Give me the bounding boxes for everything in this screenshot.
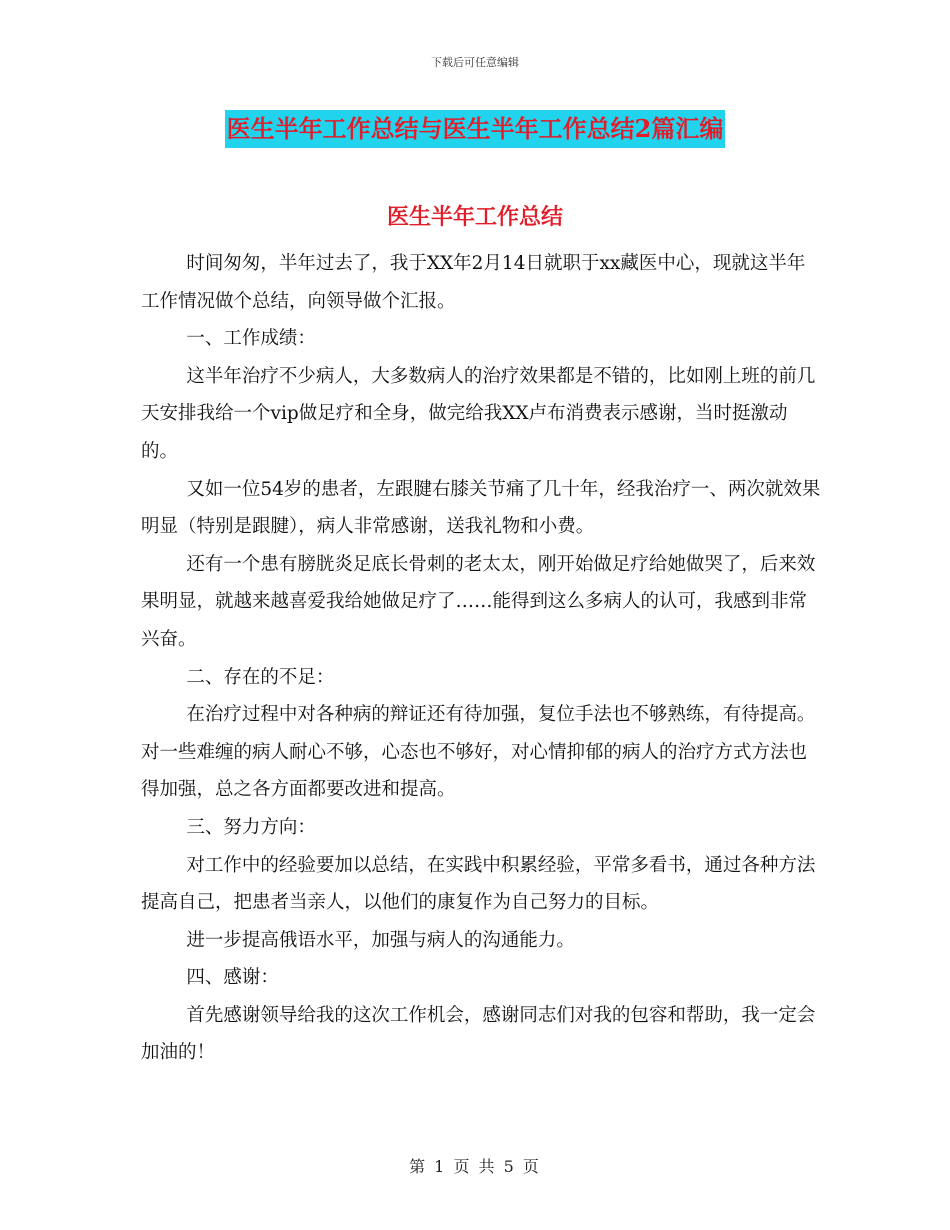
page-number-footer: 第 1 页 共 5 页 [409,1157,541,1176]
paragraph: 还有一个患有膀胱炎足底长骨刺的老太太，刚开始做足疗给她做哭了，后来效果明显，就越来越喜爱我给她做足疗了……能得到这么多病人的认可，我感到非常兴奋。 [141,553,816,650]
section-heading: 一、工作成绩： [186,328,316,350]
paragraph: 时间匆匆，半年过去了，我于XX年2月14日就职于xx藏医中心，现就这半年工作情况做个总结，向领导做个汇报。 [141,253,806,312]
body-content [141,245,821,1072]
main-title-container [0,110,950,148]
paragraph: 这半年治疗不少病人，大多数病人的治疗效果都是不错的，比如刚上班的前几天安排我给一个vip做足疗和全身，做完给我XX卢布消费表示感谢，当时挺激动的。 [141,365,816,462]
paragraph: 首先感谢领导给我的这次工作机会，感谢同志们对我的包容和帮助，我一定会加油的！ [141,1004,816,1064]
paragraph: 进一步提高俄语水平，加强与病人的沟通能力。 [186,929,575,951]
main-title: 医生半年工作总结与医生半年工作总结2篇汇编 [225,110,726,148]
header-note: 下载后可任意编辑 [431,56,519,69]
section-heading: 三、努力方向： [186,816,316,838]
section-heading: 四、感谢： [186,967,279,989]
paragraph: 又如一位54岁的患者，左跟腱右膝关节痛了几十年，经我治疗一、两次就效果明显（特别是跟腱），病人非常感谢，送我礼物和小费。 [141,478,821,538]
section-heading: 二、存在的不足： [186,666,335,688]
paragraph: 对工作中的经验要加以总结，在实践中积累经验，平常多看书，通过各种方法提高自己，把患者当亲人，以他们的康复作为自己努力的目标。 [141,854,816,914]
paragraph: 在治疗过程中对各种病的辩证还有待加强，复位手法也不够熟练，有待提高。对一些难缠的病人耐心不够，心态也不够好，对心情抑郁的病人的治疗方式方法也得加强，总之各方面都要改进和提高。 [141,704,816,801]
section-title: 医生半年工作总结 [386,204,563,230]
